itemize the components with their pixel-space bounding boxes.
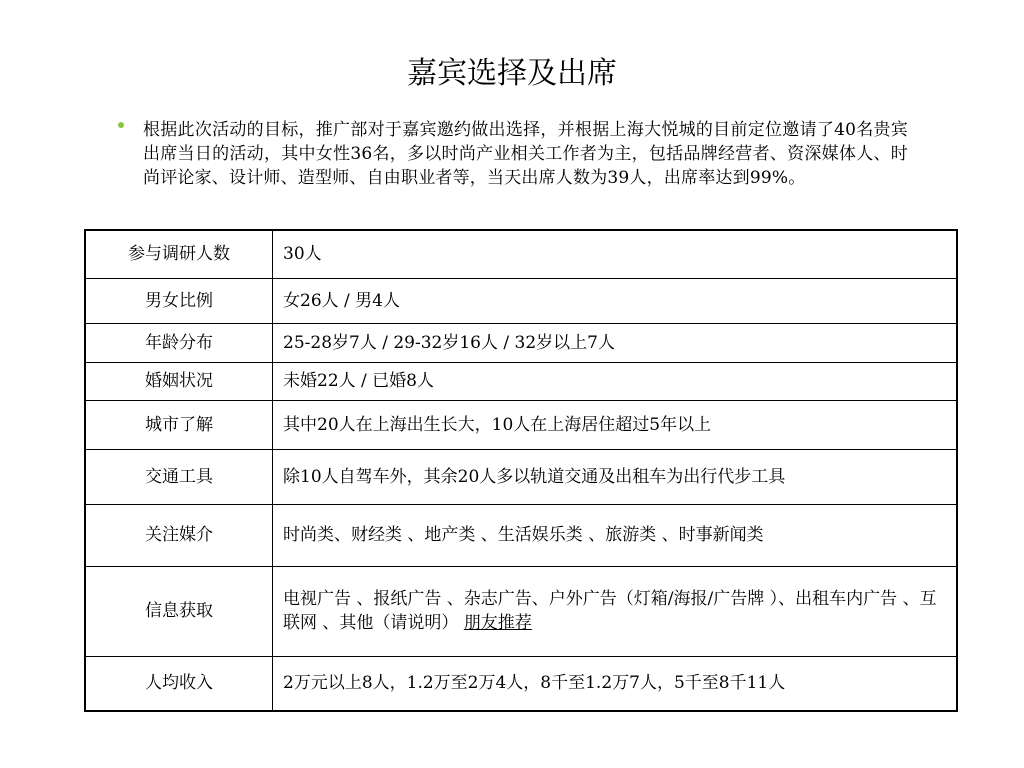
bullet-text: 根据此次活动的目标，推广部对于嘉宾邀约做出选择，并根据上海大悦城的目前定位邀请了40名贵宾出席当日的活动，其中女性36名，多以时尚产业相关工作者为主，包括品牌经营者、资深媒体人、时尚评论家、设计师、造型师、自由职业者等，当天出席人数为39人，出席率达到99%。 (143, 120, 908, 188)
row-label: 婚姻状况 (85, 362, 273, 400)
bullet-dot-icon (118, 122, 124, 128)
table-row (85, 656, 957, 711)
row-label: 人均收入 (85, 656, 273, 711)
row-label: 交通工具 (85, 449, 273, 504)
table-row (85, 504, 957, 566)
table-row (85, 278, 957, 323)
bullet-paragraph (118, 118, 908, 190)
row-value-underlined: 朋友推荐 (463, 613, 532, 633)
row-label: 关注媒介 (85, 504, 273, 566)
row-value: 未婚22人 / 已婚8人 (273, 362, 958, 400)
row-value: 2万元以上8人，1.2万至2万4人，8千至1.2万7人，5千至8千11人 (273, 656, 958, 711)
row-value: 时尚类、财经类 、地产类 、生活娱乐类 、旅游类 、时事新闻类 (273, 504, 958, 566)
table-row (85, 566, 957, 656)
row-value: 其中20人在上海出生长大，10人在上海居住超过5年以上 (273, 400, 958, 449)
row-value: 除10人自驾车外，其余20人多以轨道交通及出租车为出行代步工具 (273, 449, 958, 504)
row-value: 25-28岁7人 / 29-32岁16人 / 32岁以上7人 (273, 323, 958, 362)
table-row (85, 230, 957, 278)
row-value (273, 566, 958, 656)
row-value: 女26人 / 男4人 (273, 278, 958, 323)
table-row (85, 400, 957, 449)
survey-table (84, 229, 958, 712)
row-label: 参与调研人数 (85, 230, 273, 278)
row-value: 30人 (273, 230, 958, 278)
row-label: 信息获取 (85, 566, 273, 656)
table-row (85, 362, 957, 400)
table-row (85, 323, 957, 362)
row-label: 男女比例 (85, 278, 273, 323)
row-label: 年龄分布 (85, 323, 273, 362)
row-value-text: 电视广告 、报纸广告 、杂志广告、户外广告（灯箱/海报/广告牌 ）、出租车内广告 、互联网 、其他（请说明） (283, 589, 937, 633)
table-row (85, 449, 957, 504)
page-title: 嘉宾选择及出席 (407, 56, 617, 91)
row-label: 城市了解 (85, 400, 273, 449)
